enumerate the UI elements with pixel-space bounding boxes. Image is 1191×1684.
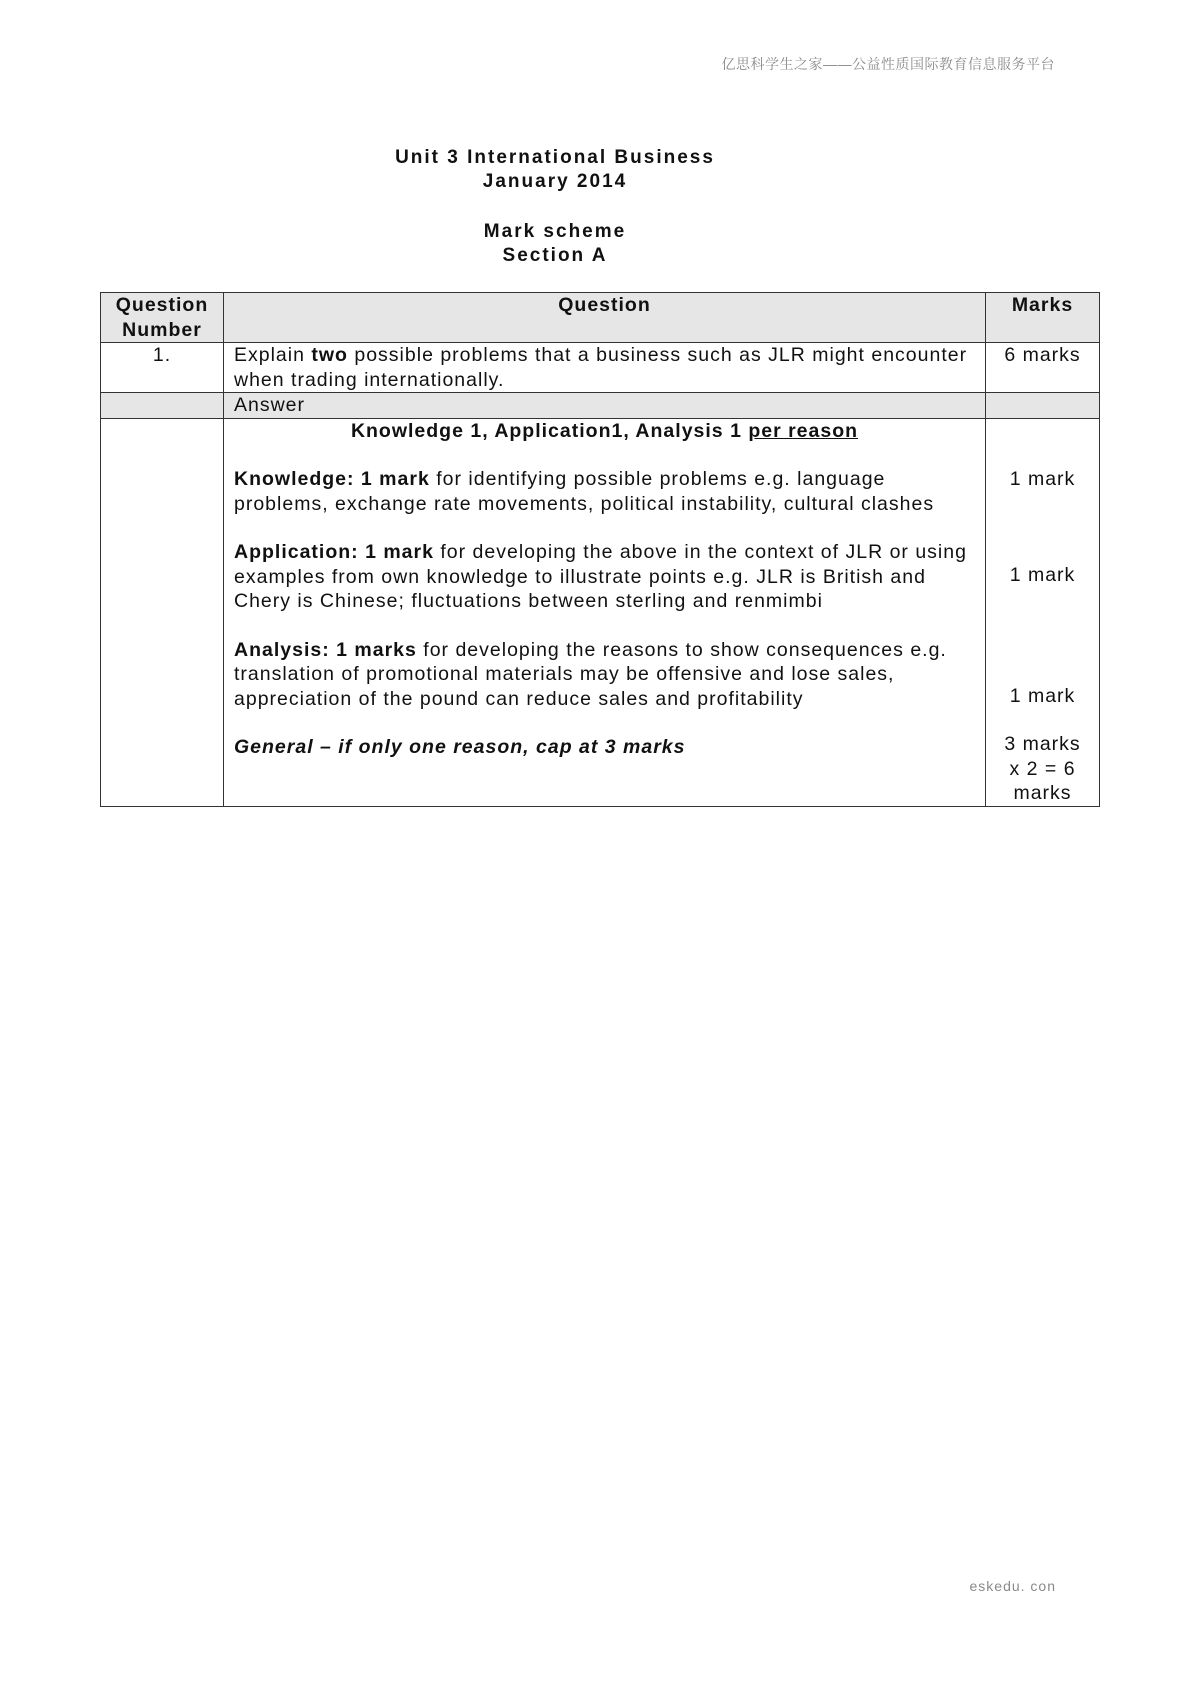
question-text	[224, 343, 986, 393]
total-marks-line2: x 2 = 6	[1009, 757, 1076, 780]
general-note: General – if only one reason, cap at 3 marks	[234, 736, 686, 758]
header-question-number: Question Number	[101, 293, 224, 343]
knowledge-label: Knowledge: 1 mark	[234, 468, 430, 490]
analysis-marks: 1 mark	[1009, 684, 1076, 707]
answer-row	[101, 418, 1100, 806]
exam-date: January 2014	[482, 171, 628, 192]
total-marks-line3: marks	[1013, 782, 1072, 804]
application-criterion	[234, 540, 975, 614]
answer-label-marks-cell	[986, 393, 1100, 419]
section-title: Section A	[502, 245, 608, 266]
analysis-text: for developing the reasons to show consequences e.g. translation of promotional materials may be offensive and lose sales, appreciation of the pound can reduce sales and profitability	[234, 638, 947, 710]
total-marks-line1: 3 marks	[1004, 733, 1081, 755]
knowledge-criterion	[234, 467, 975, 516]
document-title: Unit 3 International Business	[395, 147, 715, 168]
watermark-bottom: eskedu. con	[969, 1578, 1056, 1594]
application-label: Application: 1 mark	[234, 541, 434, 563]
answer-marks-cell	[986, 418, 1100, 806]
analysis-label: Analysis: 1 marks	[234, 638, 417, 661]
question-text-pre: Explain	[234, 344, 312, 366]
application-text: for developing the above in the context of JLR or using examples from own knowledge to illustrate points e.g. JLR is British and Chery is Chinese; fluctuations between sterling and renmimbi	[234, 541, 967, 612]
question-marks: 6 marks	[986, 343, 1100, 393]
mark-scheme-table	[100, 292, 1100, 807]
question-text-bold: two	[311, 344, 348, 366]
answer-summary-underlined: per reason	[748, 419, 859, 442]
application-marks: 1 mark	[1009, 564, 1076, 586]
analysis-criterion	[234, 638, 975, 712]
mark-scheme-title: Mark scheme	[483, 221, 627, 242]
watermark-top: 亿思科学生之家——公益性质国际教育信息服务平台	[721, 56, 1055, 72]
header-marks: Marks	[986, 293, 1100, 343]
answer-label: Answer	[224, 393, 986, 419]
knowledge-text: for identifying possible problems e.g. language problems, exchange rate movements, political instability, cultural clashes	[234, 468, 935, 515]
question-text-post: possible problems that a business such as JLR might encounter when trading internationally.	[234, 344, 968, 391]
table-header-row	[101, 293, 1100, 343]
question-number: 1.	[101, 343, 224, 393]
knowledge-marks: 1 mark	[1009, 467, 1076, 490]
answer-summary	[234, 419, 975, 444]
header-question: Question	[224, 293, 986, 343]
answer-label-empty-cell	[101, 393, 224, 419]
question-row	[101, 343, 1100, 393]
answer-empty-cell	[101, 418, 224, 806]
answer-content	[224, 418, 986, 806]
answer-summary-text: Knowledge 1, Application1, Analysis 1	[350, 419, 749, 442]
answer-label-row	[101, 393, 1100, 419]
